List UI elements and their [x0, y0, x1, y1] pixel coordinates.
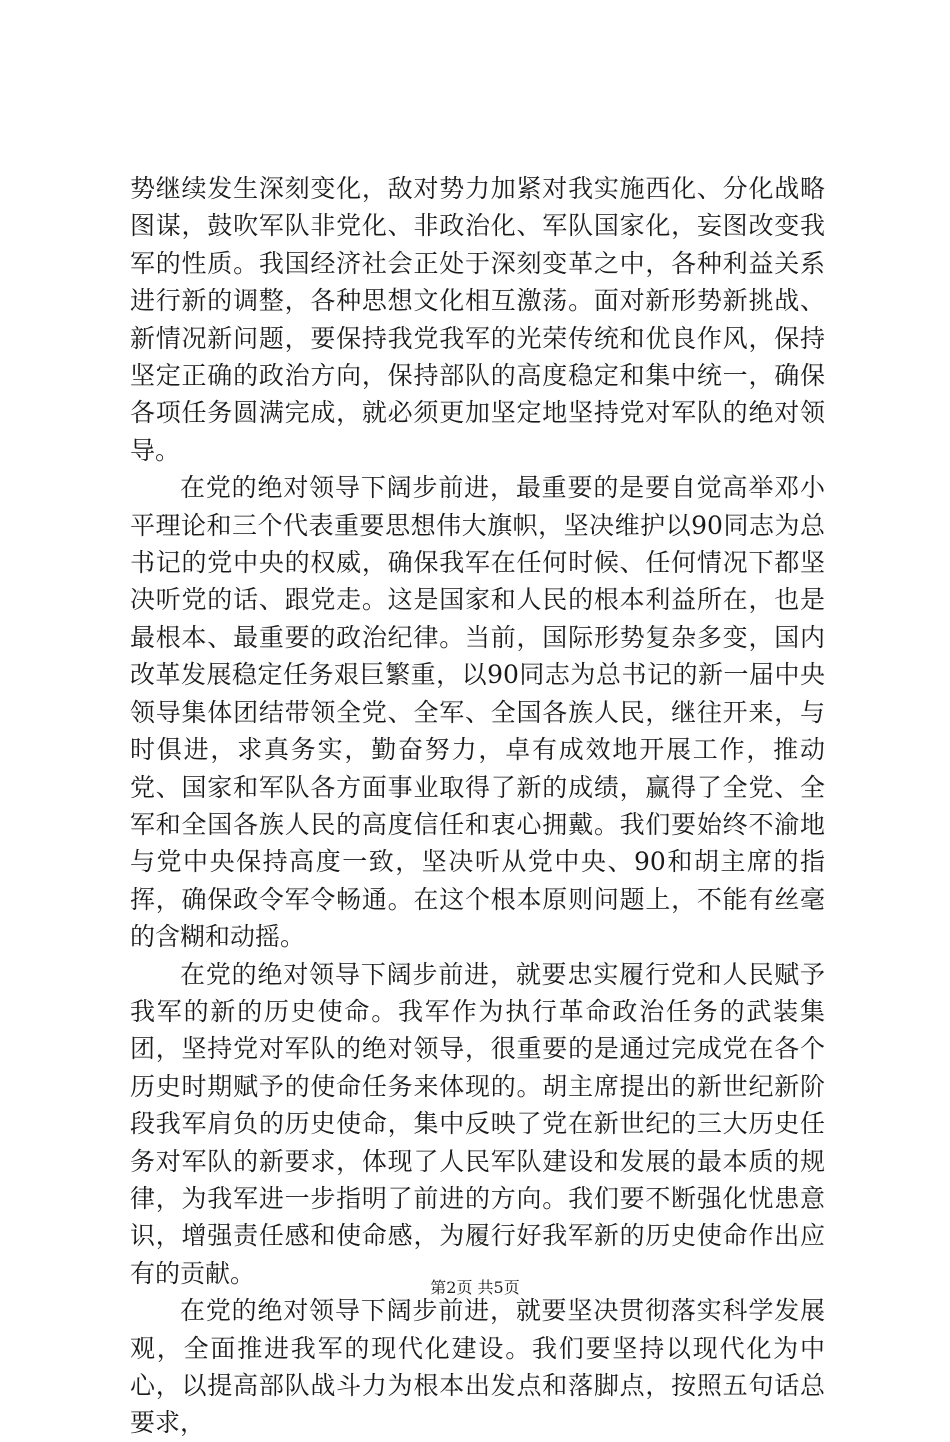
- paragraph-4: 在党的绝对领导下阔步前进，就要坚决贯彻落实科学发展观，全面推进我军的现代化建设。我们要坚持以现代化为中心，以提高部队战斗力为根本出发点和落脚点，按照五句话总要求，: [130, 1296, 825, 1438]
- paragraph-1: 势继续发生深刻变化，敌对势力加紧对我实施西化、分化战略图谋，鼓吹军队非党化、非政治化、军队国家化，妄图改变我军的性质。我国经济社会正处于深刻变革之中，各种利益关系进行新的调整，各种思想文化相互激荡。面对新形势新挑战、新情况新问题，要保持我党我军的光荣传统和优良作风，保持坚定正确的政治方向，保持部队的高度稳定和集中统一，确保各项任务圆满完成，就必须更加坚定地坚持党对军队的绝对领导。: [130, 174, 825, 465]
- paragraph-2: 在党的绝对领导下阔步前进，最重要的是要自觉高举邓小平理论和三个代表重要思想伟大旗帜，坚决维护以90同志为总书记的党中央的权威，确保我军在任何时候、任何情况下都坚决听党的话、跟党走。这是国家和人民的根本利益所在，也是最根本、最重要的政治纪律。当前，国际形势复杂多变，国内改革发展稳定任务艰巨繁重，以90同志为总书记的新一届中央领导集体团结带领全党、全军、全国各族人民，继往开来，与时俱进，求真务实，勤奋努力，卓有成效地开展工作，推动党、国家和军队各方面事业取得了新的成绩，赢得了全党、全军和全国各族人民的高度信任和衷心拥戴。我们要始终不渝地与党中央保持高度一致，坚决听从党中央、90和胡主席的指挥，确保政令军令畅通。在这个根本原则问题上，不能有丝毫的含糊和动摇。: [130, 473, 825, 952]
- paragraph-3: 在党的绝对领导下阔步前进，就要忠实履行党和人民赋予我军的新的历史使命。我军作为执行革命政治任务的武装集团，坚持党对军队的绝对领导，很重要的是通过完成党在各个历史时期赋予的使命任务来体现的。胡主席提出的新世纪新阶段我军肩负的历史使命，集中反映了党在新世纪的三大历史任务对军队的新要求，体现了人民军队建设和发展的最本质的规律，为我军进一步指明了前进的方向。我们要不断强化忧患意识，增强责任感和使命感，为履行好我军新的历史使命作出应有的贡献。: [130, 959, 825, 1288]
- page-footer: 第2页 共5页: [430, 1278, 520, 1297]
